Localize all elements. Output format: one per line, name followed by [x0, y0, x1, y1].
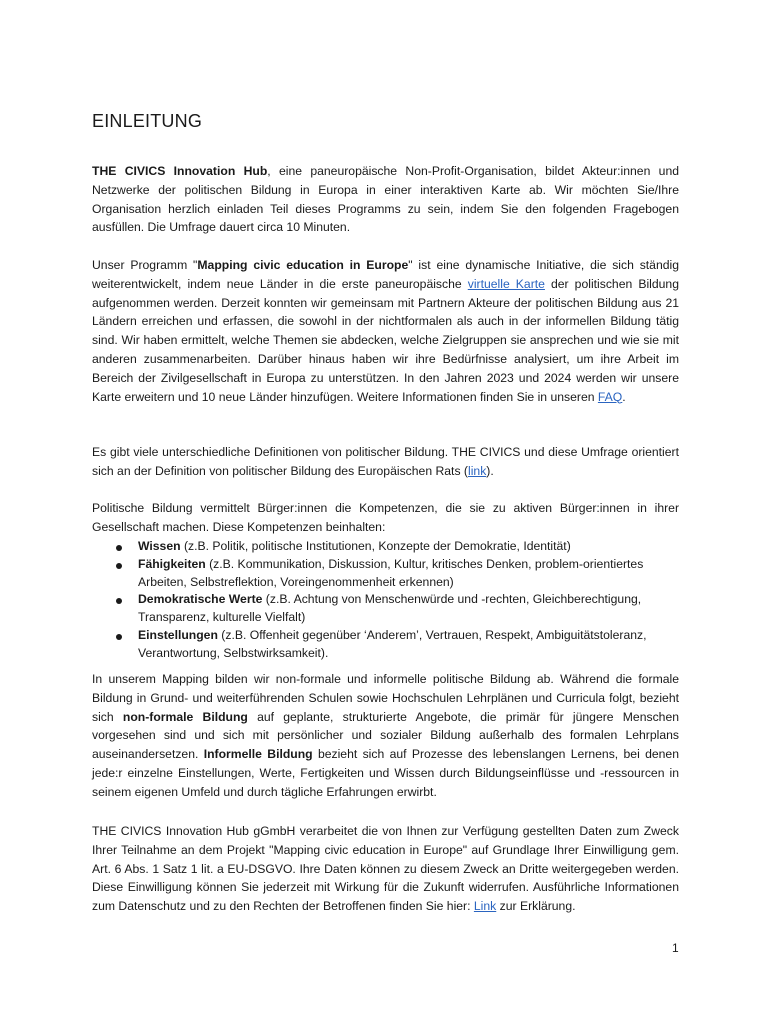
- list-item: [92, 556, 679, 592]
- list-item-text: (z.B. Politik, politische Institutionen, Konzepte der Demokratie, Identität): [180, 539, 571, 553]
- intro-paragraph: [92, 162, 679, 237]
- non-formal-term: non-formale Bildung: [122, 709, 248, 724]
- list-item: [92, 627, 679, 663]
- list-item-title: Einstellungen: [138, 627, 218, 642]
- council-definition-link[interactable]: link: [468, 463, 487, 478]
- bullet-icon: [116, 545, 122, 551]
- intro-text: , eine paneuropäische Non-Profit-Organisation, bildet Akteur:innen und Netzwerke der politischen Bildung in Europa in einer interaktiven Karte ab. Wir möchten Sie/Ihre Organisation herzlich einladen Teil dieses Programms zu sein, indem Sie den folgenden Fragebogen ausfüllen. Die Umfrage dauert circa 10 Minuten.: [92, 164, 679, 235]
- mapping-text-3: bezieht sich auf Prozesse des lebenslangen Lernens, bei denen jede:r einzelne Einstellungen, Werte, Fertigkeiten und Wissen durch Bildungseinflüsse und -ressourcen in seinem eigenen Umfeld und durch tägliche Erfahrungen erwirbt.: [92, 747, 679, 799]
- competences-list: [92, 538, 679, 663]
- program-text-3: der politischen Bildung aufgenommen werden. Derzeit konnten wir gemeinsam mit Partnern Akteure der politischen Bildung aus 21 Ländern erreichen und erfassen, die sowohl in der nichtformalen als auch in der informellen Bildung tätig sind. Wir haben ermittelt, welche Themen sie abdecken, welche Zielgruppen sie ansprechen und wie sie mit anderen zusammenarbeiten. Darüber hinaus haben wir ihre Bedürfnisse analysiert, um ihre Arbeit im Bereich der Zivilgesellschaft in Europa zu unterstützen. In den Jahren 2023 und 2024 werden wir unsere Karte erweitern und 10 neue Länder hinzufügen. Weitere Informationen finden Sie in unseren: [92, 276, 679, 404]
- informal-term: Informelle Bildung: [203, 747, 313, 762]
- program-paragraph: [92, 256, 679, 406]
- list-item: [92, 538, 679, 556]
- org-name: THE CIVICS Innovation Hub: [92, 164, 268, 178]
- bullet-icon: [116, 634, 122, 640]
- privacy-text: THE CIVICS Innovation Hub gGmbH verarbeitet die von Ihnen zur Verfügung gestellten Daten zum Zweck Ihrer Teilnahme an dem Projekt "Mapping civic education in Europe" auf Grundlage Ihrer Einwilligung gem. Art. 6 Abs. 1 Satz 1 lit. a EU-DSGVO. Ihre Daten können zu diesem Zweck an Dritte weitergegeben werden. Diese Einwilligung können Sie jederzeit mit Wirkung für die Zukunft widerrufen. Ausführliche Informationen zum Datenschutz und zu den Rechten der Betroffenen finden Sie hier:: [92, 824, 679, 914]
- program-text-2: " ist eine dynamische Initiative, die sich ständig weiterentwickelt, indem neue Länder in die erste paneuropäische: [92, 258, 679, 291]
- page-number: 1: [672, 941, 679, 955]
- mapping-text-2: auf geplante, strukturierte Angebote, die primär für jüngere Menschen vorgesehen sind und sich mit persönlicher und sozialer Bildung außerhalb des formalen Lehrplans auseinandersetzen.: [92, 709, 680, 762]
- privacy-paragraph: [92, 822, 679, 916]
- list-item-title: Fähigkeiten: [138, 556, 206, 571]
- mapping-paragraph: [92, 670, 679, 802]
- list-item-title: Wissen: [138, 539, 181, 553]
- list-item-text: (z.B. Kommunikation, Diskussion, Kultur, kritisches Denken, problem-orientiertes Arbeiten, Selbstreflektion, Voreingenommenheit erkennen): [138, 556, 644, 589]
- program-name: Mapping civic education in Europe: [197, 258, 409, 272]
- definition-end: ).: [486, 463, 494, 478]
- virtual-map-link[interactable]: virtuelle Karte: [467, 276, 545, 291]
- program-text-1: Unser Programm ": [92, 258, 198, 272]
- list-item-text: (z.B. Offenheit gegenüber ‘Anderem’, Vertrauen, Respekt, Ambiguitätstoleranz, Verantwortung, Selbstwirksamkeit).: [138, 627, 647, 660]
- competences-paragraph: [92, 499, 679, 537]
- privacy-link[interactable]: Link: [473, 899, 497, 914]
- list-item: [92, 591, 679, 627]
- competences-text: Politische Bildung vermittelt Bürger:innen die Kompetenzen, die sie zu aktiven Bürger:innen in ihrer Gesellschaft machen. Diese Kompetenzen beinhalten:: [92, 501, 679, 534]
- list-item-title: Demokratische Werte: [138, 592, 263, 607]
- definition-paragraph: [92, 443, 679, 481]
- list-item-text: (z.B. Achtung von Menschenwürde und -rechten, Gleichberechtigung, Transparenz, kulturelle Vielfalt): [138, 592, 642, 625]
- page-heading: EINLEITUNG: [92, 111, 203, 131]
- bullet-icon: [116, 563, 122, 569]
- mapping-text-1: In unserem Mapping bilden wir non-formale und informelle politische Bildung ab. Während die formale Bildung in Grund- und weiterführenden Schulen sowie Hochschulen Lehrplänen und Curricula folgt, bezieht sich: [92, 672, 679, 724]
- definition-text: Es gibt viele unterschiedliche Definitionen von politischer Bildung. THE CIVICS und diese Umfrage orientiert sich an der Definition von politischer Bildung des Europäischen Rats (: [92, 445, 679, 478]
- privacy-end: zur Erklärung.: [496, 899, 576, 914]
- faq-link[interactable]: FAQ: [597, 389, 623, 404]
- program-text-4: .: [622, 389, 626, 404]
- bullet-icon: [116, 598, 122, 604]
